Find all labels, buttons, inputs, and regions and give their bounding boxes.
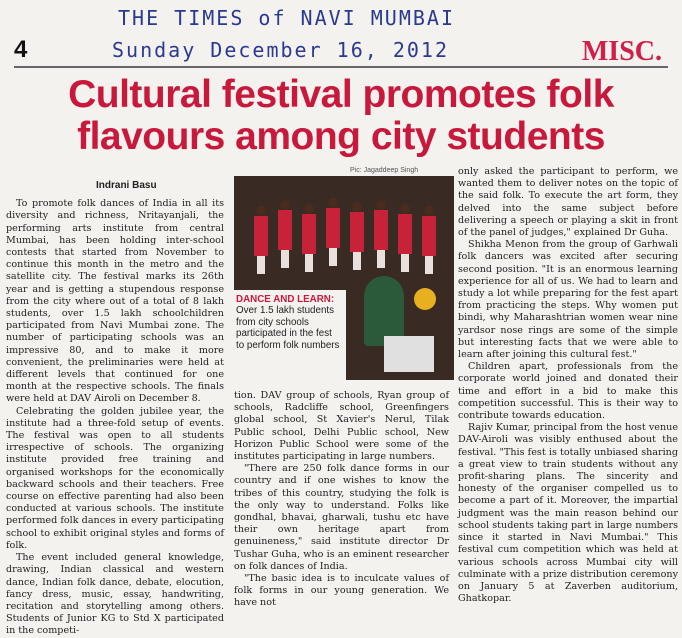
paragraph: Celebrating the golden jubilee year, the institute had a three-fold setup of events. The festival was open to all students irrespective of schools. The organizing institute provided free training and organised workshops for the economically backward schools and their teachers. Free course on effective parenting had also been conducted at various schools. The institute performed folk dances in every participating school to exhibit original styles and forms of folk.	[6, 405, 224, 551]
section-label: MISC.	[581, 36, 662, 67]
dancer-figure	[278, 200, 292, 268]
dancer-figure	[374, 200, 388, 268]
photo-credit: Pic: Jagaddeep Singh	[350, 167, 419, 174]
handwritten-date: Sunday December 16, 2012	[112, 38, 449, 62]
article-column-1	[6, 174, 224, 638]
photo-caption	[234, 290, 346, 382]
handwritten-title: THE TIMES of NAVI MUMBAI	[118, 6, 455, 30]
dancer-figure	[302, 204, 316, 272]
dancer-figure	[398, 204, 412, 272]
headline-line-1: Cultural festival promotes folk	[68, 73, 614, 116]
dancer-figure	[326, 198, 340, 266]
byline: Indrani Basu	[96, 180, 157, 191]
paragraph: tion. DAV group of schools, Ryan group of schools, Radcliffe school, Greenfingers global school, St Xavier's Nerul, Tilak Public school, Delhi Public school, New Horizon Public School were some of the institutes participating in large numbers.	[234, 390, 449, 463]
article-column-2	[234, 390, 449, 610]
paragraph: The event included general knowledge, drawing, Indian classical and western dance, Indian folk dance, debate, elocution, fancy dress, music, essay, handwriting, recitation and storytelling among others. Students of Junior KG to Std X participated in the competi-	[6, 552, 224, 637]
article-column-3	[458, 166, 678, 605]
paragraph: "The basic idea is to inculcate values of folk forms in our young generation. We have not	[234, 573, 449, 609]
dancer-figure	[422, 206, 436, 274]
paragraph: Shikha Menon from the group of Garhwali folk dancers was excited after securing second position. "It is an enormous learning experience for all of us. We had to learn and study a lot while preparing for the fest apart from practicing the steps. Why women put bindi, why Maharashtrian women wear nine yardsor nose rings are some of the simple but interesting facts that we were able to learn after joining this cultural fest."	[458, 239, 678, 361]
fan-prop	[414, 288, 436, 310]
paragraph: "There are 250 folk dance forms in our country and if one wishes to know the tribes of this country, studying the folk is the only way to understand. Folks like gondhal, bhavai, gharwali, tushu etc have their own heritage apart from genuineness," said institute director Dr Tushar Guha, who is an eminent researcher on folk dances of India.	[234, 463, 449, 572]
dancer-figure	[350, 202, 364, 270]
paragraph: To promote folk dances of India in all its diversity and richness, Nritayanjali, the performing arts institute from central Mumbai, has been holding inter-school contests that started from November to continue this month in the metro and the satellite city. The festival marks its 26th year and is getting a stupendous response from the city where out of a total of 8 lakh students, over 1.5 lakh schoolchildren participated from Navi Mumbai zone. The number of participating schools was an impressive 80, and to make it more convenient, the preliminaries were held at different levels that continued for one month at the respective schools. The finals were held at DAV Airoli on December 8.	[6, 198, 224, 405]
page-number: 4	[14, 36, 28, 63]
masthead-rule	[14, 66, 668, 68]
caption-head: DANCE AND LEARN:	[236, 294, 335, 305]
dancer-figure	[384, 336, 434, 372]
paragraph: Children apart, professionals from the corporate world joined and donated their time and effort in a bid to make this competition successful. This is their way to contribute towards education.	[458, 361, 678, 422]
paragraph: Rajiv Kumar, principal from the host venue DAV-Airoli was visibly enthused about the festival. "This fest is totally unbiased sharing a great view to train students without any profit-sharing plans. The sincerity and honesty of the organiser compelled us to become a part of it. Moreover, the impartial judgment was the main reason behind our school students taking part in large numbers since it started in Navi Mumbai." This festival cum competition which was held at various schools across Mumbai city will culminate with a prize distribution ceremony on January 5 at Zaverben auditorium, Ghatkopar.	[458, 422, 678, 605]
headline	[0, 74, 682, 158]
headline-line-2: flavours among city students	[77, 115, 605, 158]
dancer-figure	[254, 206, 268, 274]
caption-text: Over 1.5 lakh students from city schools participated in the fest to perform folk numbers	[236, 305, 340, 351]
paragraph: only asked the participant to perform, we wanted them to deliver notes on the topic of the said folk. To execute the art form, they delved into the same subject before delivering a speech or playing a skit in front of the panel of judges," explained Dr Guha.	[458, 166, 678, 239]
